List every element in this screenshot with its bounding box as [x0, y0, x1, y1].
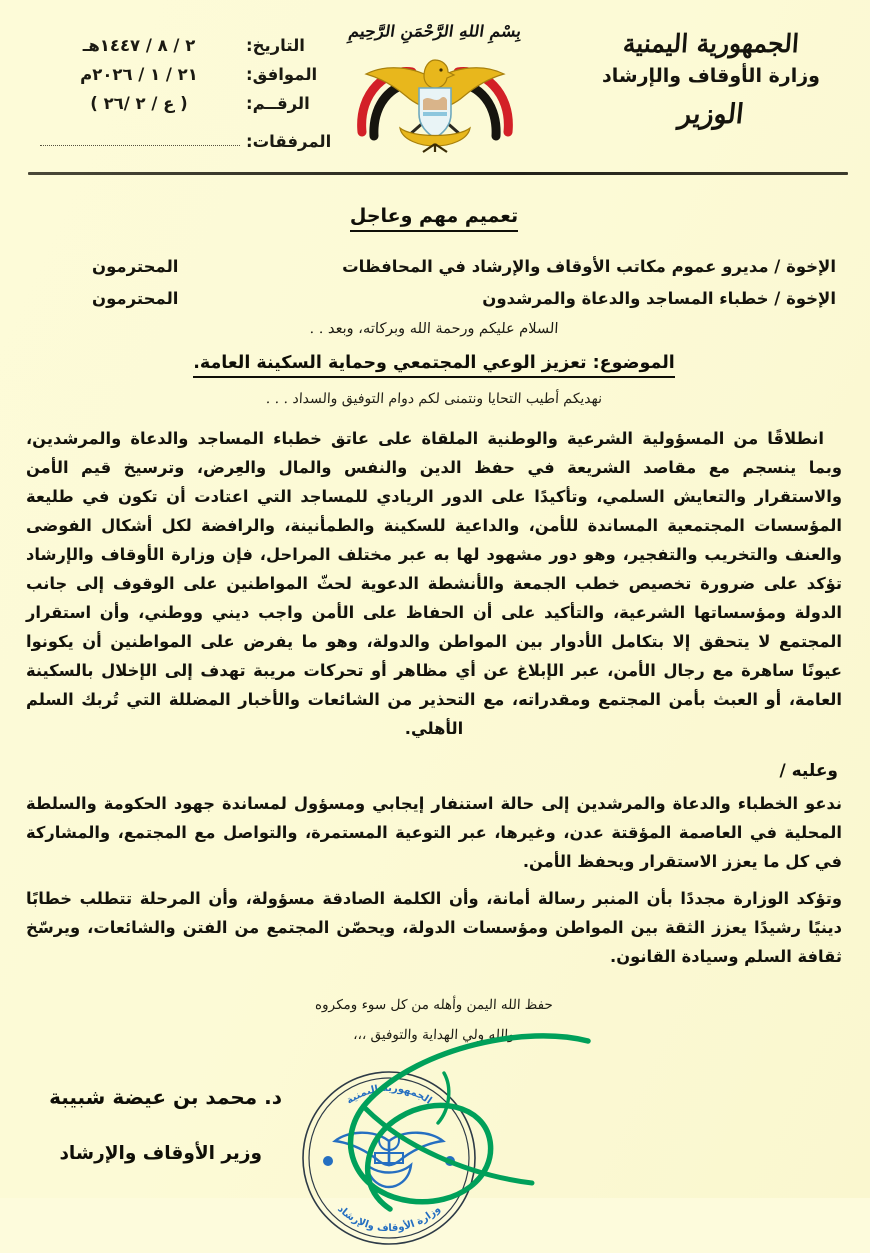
subject-text: الموضوع: تعزيز الوعي المجتمعي وحماية السكينة العامة.: [193, 353, 675, 378]
closing-prayer-line: حفظ الله اليمن وأهله من كل سوء ومكروه: [314, 997, 554, 1013]
subject-line: [26, 353, 842, 373]
body-paragraph-1: انطلاقًا من المسؤولية الشرعية والوطنية الملقاة على عاتق خطباء المساجد والدعاة والمرشدين، وبما ينسجم مع مقاصد الشريعة في حفظ الدين والنفس والمال والعِرض، وترسيخ قيم الأمن والاستقرار والتعايش السلمي، وتأكيدًا على الدور الريادي للمساجد التي اعتادت أن تكون في طليعة المؤسسات المجتمعية المساندة للأمن، والداعية للسكينة والطمأنينة، والرافضة لكل أشكال الفوضى والعنف والتخريب والتفجير، وهو دور مشهود لها به عبر مختلف المراحل، فإن وزارة الأوقاف والإرشاد تؤكد على ضرورة تخصيص خطب الجمعة والأنشطة الدعوية لحثّ المواطنين على الوقوف إلى جانب الدولة ومؤسساتها الشرعية، والتأكيد على أن الحفاظ على الأمن واجب ديني ووطني، وأن استقرار المجتمع لا يتحقق إلا بتكامل الأدوار بين المواطن والدولة، وهو ما يفرض على المواطنين أن يكونوا عيونًا ساهرة مع رجال الأمن، عبر الإبلاغ عن أي مظاهر أو تحركات مريبة تهدف إلى الإخلال بالسكينة العامة، أو العبث بأمن المجتمع ومقدراته، مع التحذير من الشائعات والأخبار المضللة التي تُربك السلم الأهلي.: [26, 429, 842, 738]
recipient-row: [26, 289, 842, 308]
greeting-text: نهديكم أطيب التحايا ونتمنى لكم دوام التوفيق والسداد . . .: [265, 391, 603, 407]
closing-signoff-line: والله ولي الهداية والتوفيق ،،،: [352, 1027, 516, 1043]
signature-area: [26, 1053, 842, 1238]
signatory-title: وزير الأوقاف والإرشاد: [59, 1143, 262, 1164]
meta-label-date: التاريخ:: [246, 36, 305, 55]
svg-text:الجمهورية اليمنية: [345, 1083, 434, 1107]
meta-row-date: [38, 36, 338, 65]
document-body: [0, 205, 870, 1238]
basmala-text: بِسْمِ اللهِ الرَّحْمَنِ الرَّحِيمِ: [347, 22, 523, 42]
recipient-honorific: المحترمون: [92, 289, 179, 308]
stamp-eagle-icon: [335, 1129, 443, 1187]
ministry-block: [586, 28, 836, 130]
meta-row-number: [38, 94, 338, 123]
header-divider: [28, 172, 848, 175]
meta-value-number: ( ع / ٢ /٢٦ ): [90, 94, 188, 113]
section-heading-therefore: وعليه /: [779, 761, 838, 781]
document-title: [26, 205, 842, 227]
meta-label-attachments: المرفقات:: [246, 132, 332, 151]
meta-row-attachments: [38, 123, 338, 151]
yemen-eagle-emblem-icon: [350, 44, 520, 152]
salutation-text: السلام عليكم ورحمة الله وبركاته، وبعد . .: [309, 321, 559, 337]
recipient-row: [26, 257, 842, 276]
recipients-list: [26, 257, 842, 308]
official-stamp: [294, 1063, 484, 1253]
body-paragraph-2: ندعو الخطباء والدعاة والمرشدين إلى حالة استنفار إيجابي ومسؤول لمساندة جهود الحكومة والسلطة المحلية في العاصمة المؤقتة عدن، وغيرها، عبر التوعية المستمرة، والتواصل مع المجتمع، والمشاركة في كل ما يعزز الاستقرار ويحفظ الأمن.: [26, 794, 842, 871]
document-header: [0, 0, 870, 175]
stamp-top-text: الجمهورية اليمنية: [344, 1082, 434, 1107]
emblem-block: [340, 22, 530, 152]
recipient-name: الإخوة / خطباء المساجد والدعاة والمرشدون: [482, 289, 836, 308]
header-meta-block: [38, 36, 338, 151]
meta-row-gregorian: [38, 65, 338, 94]
signatory-name: د. محمد بن عيضة شبيبة: [49, 1085, 282, 1109]
ministry-title: وزارة الأوقاف والإرشاد: [602, 65, 820, 88]
republic-title: الجمهورية اليمنية: [622, 29, 800, 58]
body-paragraph-3: وتؤكد الوزارة مجددًا بأن المنبر رسالة أمانة، وأن الكلمة الصادقة مسؤولة، وأن المرحلة تتطلب خطابًا دينيًا رشيدًا يعزز الثقة بين المواطن ومؤسسات الدولة، ويحصّن المجتمع من الفتن والشائعات، ويرسّخ ثقافة السلم وسيادة القانون.: [26, 889, 842, 966]
attachments-dotted-line: [40, 134, 240, 146]
meta-label-number: الرقــم:: [246, 94, 310, 113]
minister-title: الوزير: [676, 99, 746, 131]
meta-value-date: ٢ / ٨ / ١٤٤٧هـ: [82, 36, 196, 55]
recipient-honorific: المحترمون: [92, 257, 179, 276]
meta-value-gregorian: ٢١ / ١ / ٢٠٢٦م: [80, 65, 198, 84]
document-title-text: تعميم مهم وعاجل: [350, 205, 518, 232]
closing-block: [26, 997, 842, 1043]
recipient-name: الإخوة / مديرو عموم مكاتب الأوقاف والإرشاد في المحافظات: [342, 257, 836, 276]
stamp-bottom-text: وزارة الأوقاف والإرشاد: [335, 1203, 443, 1235]
meta-label-gregorian: الموافق:: [246, 65, 318, 84]
svg-text:وزارة الأوقاف والإرشاد: [335, 1204, 443, 1235]
